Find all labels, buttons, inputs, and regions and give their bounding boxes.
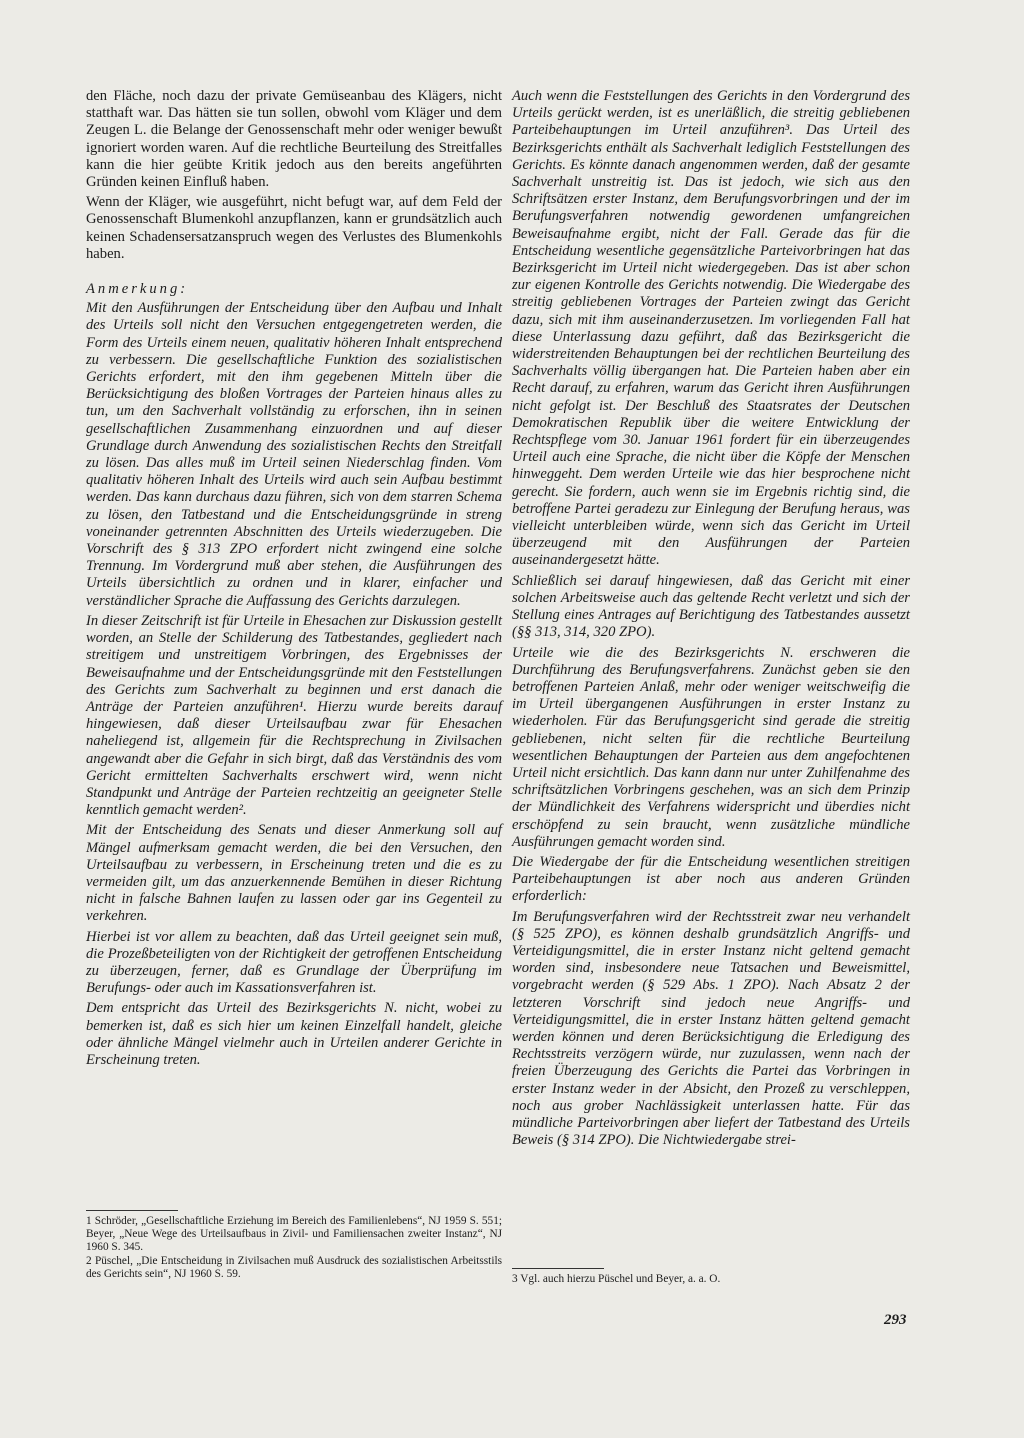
paragraph: Auch wenn die Feststellungen des Gerichts in den Vordergrund des Urteils gerückt werden, ist es unerläßlich, die streitig gebliebenen Parteibehauptungen im Urteil anzuführen³. Das Urteil des Bezirksgerichts enthält als Sachverhalt lediglich Feststellungen des Gerichts. Es könnte danach angenommen werden, daß der gesamte Sachverhalt unstreitig ist. Das ist jedoch, wie sich aus den Schriftsätzen erster Instanz, dem Berufungsvorbringen und der im Berufungsverfahren notwendig gewordenen umfangreichen Beweisaufnahme ergibt, nicht der Fall. Gerade das für die Entscheidung wesentliche gegensätzliche Parteivorbringen hat das Bezirksgericht im Urteil nicht wiedergegeben. Das ist aber schon zur eigenen Kontrolle des Gerichts notwendig. Die Wiedergabe des streitig gebliebenen Vortrages der Parteien zwingt das Gericht dazu, sich mit ihm auseinanderzusetzen. Im vorliegenden Fall hat diese Unterlassung dazu geführt, daß das Bezirksgericht die widerstreitenden Behauptungen bei der rechtlichen Beurteilung des Sachverhalts völlig übergangen hat. Die Parteien haben aber ein Recht darauf, zu erfahren, warum das Gericht ihren Ausführungen nicht gefolgt ist. Der Beschluß des Staatsrates der Deutschen Demokratischen Republik über die weitere Entwicklung der Rechtspflege vom 30. Januar 1961 fordert für ein überzeugendes Urteil auch eine Sprache, die nicht über die Köpfe der Menschen hinweggeht. Dem werden Urteile wie das hier besprochene nicht gerecht. Sie fordern, auch wenn sie im Ergebnis richtig sind, die betroffene Partei geradezu zur Einlegung der Berufung heraus, was vielleicht unterbleiben würde, wenn sich das Gericht im Urteil überzeugend mit den Ausführungen der Parteien auseinandergesetzt hätte.: [512, 88, 910, 569]
paragraph: Hierbei ist vor allem zu beachten, daß das Urteil geeignet sein muß, die Prozeßbeteiligten von der Richtigkeit der getroffenen Entscheidung zu überzeugen, ferner, daß es Grundlage der Überprüfung im Berufungs- oder auch im Kassationsverfahren ist.: [86, 928, 502, 997]
annotation-text: [86, 300, 502, 1069]
footnote-divider: [512, 1268, 604, 1269]
paragraph: Mit der Entscheidung des Senats und dieser Anmerkung soll auf Mängel aufmerksam gemacht werden, die bei den Versuchen, den Urteilsaufbau zu verbessern, in Erscheinung treten und die es zu vermeiden gilt, um das anzuerkennende Bemühen in dieser Richtung nicht in falsche Bahnen laufen zu lassen oder gar ins Gegenteil zu verkehren.: [86, 822, 502, 925]
paragraph: In dieser Zeitschrift ist für Urteile in Ehesachen zur Diskussion gestellt worden, an Stelle der Schilderung des Tatbestandes, gegliedert nach streitigem und unstreitigem Vorbringen, des Ergebnisses der Beweisaufnahme und der Entscheidungsgründe mit den Feststellungen des Gerichts zum Sachverhalt zu beginnen und erst danach die Anträge der Parteien anzuführen¹. Hierzu wurde bereits darauf hingewiesen, daß dieser Urteilsaufbau zwar für Ehesachen naheliegend ist, allgemein für die Rechtsprechung in Zivilsachen angewandt aber die Gefahr in sich birgt, daß das Verständnis des vom Gericht ermittelten Sachverhalts erschwert wird, wenn nicht Standpunkt und Anträge der Parteien rechtzeitig an geeigneter Stelle kenntlich gemacht werden².: [86, 612, 502, 819]
paragraph: Im Berufungsverfahren wird der Rechtsstreit zwar neu verhandelt (§ 525 ZPO), es können deshalb grundsätzlich Angriffs- und Verteidigungsmittel, die in erster Instanz nicht geltend gemacht worden sind, insbesondere neue Tatsachen und Beweismittel, vorgebracht werden (§ 529 Abs. 1 ZPO). Nach Absatz 2 der letzteren Vorschrift sind jedoch neue Angriffs- und Verteidigungsmittel, die in erster Instanz hätten geltend gemacht werden können und deren Berücksichtigung die Erledigung des Rechtsstreits verzögern würde, nur zuzulassen, wenn nach der freien Überzeugung des Gerichts die Partei das Vorbringen in erster Instanz weder in der Absicht, den Prozeß zu verschleppen, noch aus grober Nachlässigkeit unterlassen hatte. Für das mündliche Parteivorbringen aber liefert der Tatbestand des Urteils Beweis (§ 314 ZPO). Die Nichtwiedergabe strei-: [512, 908, 910, 1149]
page-number: 293: [884, 1312, 907, 1328]
left-column: [86, 88, 502, 1072]
paragraph: Wenn der Kläger, wie ausgeführt, nicht befugt war, auf dem Feld der Genossenschaft Blumenkohl anzupflanzen, kann er grundsätzlich auch keinen Schadensersatzanspruch wegen des Verlustes des Blumenkohls haben.: [86, 194, 502, 262]
paragraph: Mit den Ausführungen der Entscheidung über den Aufbau und Inhalt des Urteils soll nicht den Versuchen entgegengetreten werden, die Form des Urteils einem neuen, qualitativ höheren Inhalt entsprechend zu verbessern. Die gesellschaftliche Funktion des sozialistischen Gerichts erfordert, mit den ihm gegebenen Mitteln über die Berücksichtigung des bloßen Vortrages der Parteien hinaus alles zu tun, um den Sachverhalt vollständig zu erforschen, ihn in seinen gesellschaftlichen Zusammenhang einzuordnen und auf dieser Grundlage durch Anwendung des sozialistischen Rechts den Streitfall zu lösen. Das alles muß im Urteil seinen Niederschlag finden. Vom qualitativ höheren Inhalt des Urteils wird auch sein Aufbau bestimmt werden. Das kann durchaus dazu führen, sich von dem starren Schema zu lösen, den Tatbestand und die Entscheidungsgründe in streng voneinander getrennten Abschnitten des Urteils wiederzugeben. Die Vorschrift des § 313 ZPO erfordert nicht zwingend eine solche Trennung. Im Vordergrund muß aber stehen, die Ausführungen des Urteils übersichtlich zu ordnen und in klarer, einfacher und verständlicher Sprache die Auffassung des Gerichts darzulegen.: [86, 300, 502, 609]
decision-text: [86, 88, 502, 263]
footnote: 1 Schröder, „Gesellschaftliche Erziehung im Bereich des Familienlebens“, NJ 1959 S. 551; Beyer, „Neue Wege des Urteilsaufbaus in Zivil- und Familiensachen zweiter Instanz“, NJ 1960 S. 345.: [86, 1215, 502, 1253]
paragraph: Urteile wie die des Bezirksgerichts N. erschweren die Durchführung des Berufungsverfahrens. Zunächst geben sie den betroffenen Parteien Anlaß, mehr oder weniger weitschweifig die im Urteil übergangenen Ausführungen in erster Instanz zu wiederholen. Für das Berufungsgericht sind gerade die streitig gebliebenen, nicht selten für die rechtliche Beurteilung wesentlichen Behauptungen der Parteien aus dem angefochtenen Urteil nicht ersichtlich. Das kann dann nur unter Zuhilfenahme des schriftsätzlichen Vorbringens geschehen, was an sich dem Prinzip der Mündlichkeit des Verfahrens widerspricht und überdies nicht erschöpfend zu sein braucht, wenn zusätzliche mündliche Ausführungen gemacht worden sind.: [512, 644, 910, 850]
footnote-divider: [86, 1210, 178, 1211]
footnote: 2 Püschel, „Die Entscheidung in Zivilsachen muß Ausdruck des sozialistischen Arbeitsstils des Gerichts sein“, NJ 1960 S. 59.: [86, 1255, 502, 1281]
right-footnotes: [512, 1273, 910, 1288]
right-column: [512, 88, 910, 1152]
footnote: 3 Vgl. auch hierzu Püschel und Beyer, a. a. O.: [512, 1273, 721, 1285]
paragraph: Die Wiedergabe der für die Entscheidung wesentlichen streitigen Parteibehauptungen ist aber noch aus anderen Gründen erforderlich:: [512, 853, 910, 905]
left-footnotes: [86, 1215, 502, 1283]
annotation-text-continued: [512, 88, 910, 1149]
annotation-heading: Anmerkung:: [86, 281, 189, 298]
paragraph: Dem entspricht das Urteil des Bezirksgerichts N. nicht, wobei zu bemerken ist, daß es sich hier um keinen Einzelfall handelt, gleiche oder ähnliche Mängel vielmehr auch in Urteilen anderer Gerichte in Erscheinung treten.: [86, 1000, 502, 1068]
paragraph: Schließlich sei darauf hingewiesen, daß das Gericht mit einer solchen Arbeitsweise auch das geltende Recht verletzt und sich der Stellung eines Antrages auf Berichtigung des Tatbestandes aussetzt (§§ 313, 314, 320 ZPO).: [512, 572, 910, 641]
paragraph: den Fläche, noch dazu der private Gemüseanbau des Klägers, nicht statthaft war. Das hätten sie tun sollen, obwohl vom Kläger und dem Zeugen L. die Belange der Genossenschaft mehr oder weniger bewußt ignoriert worden waren. Auf die rechtliche Beurteilung des Streitfalles kann die hier geübte Kritik jedoch aus den bereits angeführten Gründen keinen Einfluß haben.: [86, 88, 502, 191]
